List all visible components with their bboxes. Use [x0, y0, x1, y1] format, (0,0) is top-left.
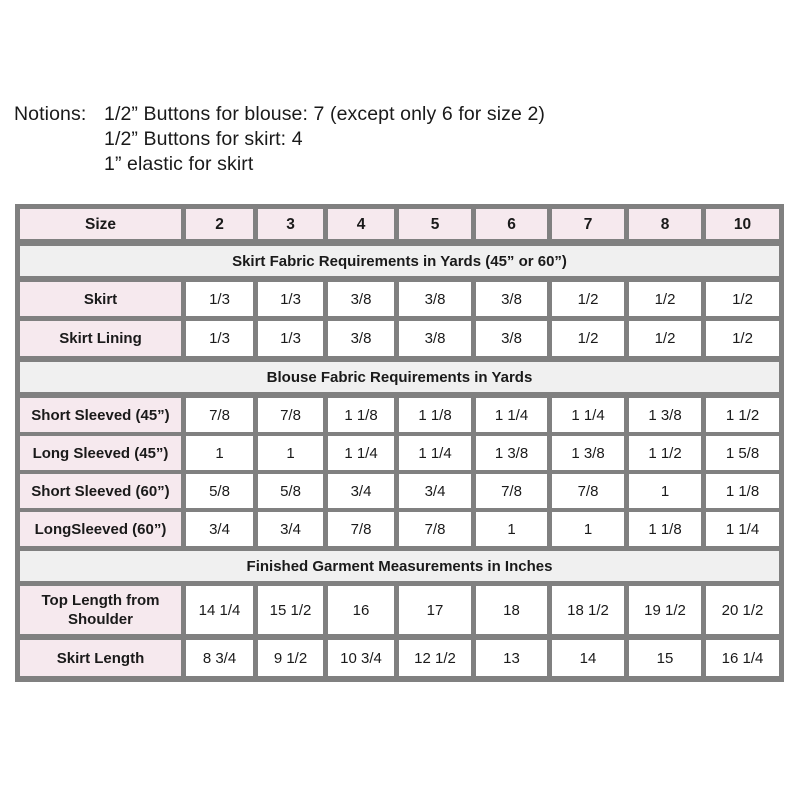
- table-cell: 1: [186, 436, 253, 470]
- table-cell: 3/8: [399, 321, 471, 356]
- table-cell: 3/8: [476, 321, 547, 356]
- table-cell: 1 1/4: [328, 436, 394, 470]
- table-cell: 15: [629, 640, 701, 676]
- table-cell: 1/2: [552, 282, 624, 316]
- notions-line: [14, 127, 545, 152]
- table-cell: 3/8: [399, 282, 471, 316]
- table-cell: 3/4: [186, 512, 253, 546]
- notions-item-elastic: 1” elastic for skirt: [104, 153, 254, 175]
- table-cell: 1 1/2: [629, 436, 701, 470]
- table-cell: 7/8: [399, 512, 471, 546]
- notions-item-blouse-buttons: 1/2” Buttons for blouse: 7 (except only 6 for size 2): [104, 103, 546, 125]
- table-cell: 9 1/2: [258, 640, 323, 676]
- notions-line: [14, 102, 545, 127]
- table-cell: 1 1/8: [328, 398, 394, 432]
- table-cell: 1: [476, 512, 547, 546]
- row-label: Short Sleeved (60”): [20, 474, 181, 508]
- table-cell: 7/8: [186, 398, 253, 432]
- table-cell: 18: [476, 586, 547, 634]
- table-cell: 1 1/8: [629, 512, 701, 546]
- table-cell: 19 1/2: [629, 586, 701, 634]
- header-size-2: 2: [186, 209, 253, 239]
- row-label: Skirt Length: [20, 640, 181, 676]
- row-label: Short Sleeved (45”): [20, 398, 181, 432]
- table-cell: 1/3: [186, 282, 253, 316]
- table-cell: 3/8: [476, 282, 547, 316]
- table-cell: 3/8: [328, 321, 394, 356]
- header-size-6: 6: [476, 209, 547, 239]
- table-cell: 7/8: [476, 474, 547, 508]
- size-chart-table: [15, 204, 784, 682]
- table-cell: 20 1/2: [706, 586, 779, 634]
- header-size-label: Size: [20, 209, 181, 239]
- table-cell: 1: [258, 436, 323, 470]
- table-cell: 3/4: [399, 474, 471, 508]
- table-cell: 13: [476, 640, 547, 676]
- table-cell: 5/8: [258, 474, 323, 508]
- table-cell: 12 1/2: [399, 640, 471, 676]
- notions-block: [14, 102, 545, 177]
- table-cell: 1/2: [629, 282, 701, 316]
- table-cell: 1/2: [706, 321, 779, 356]
- row-label: Long Sleeved (45”): [20, 436, 181, 470]
- table-cell: 1/2: [552, 321, 624, 356]
- table-cell: 3/4: [258, 512, 323, 546]
- notions-line: [14, 152, 545, 177]
- section-title-finished-measurements: Finished Garment Measurements in Inches: [20, 551, 779, 581]
- table-cell: 7/8: [552, 474, 624, 508]
- table-cell: 14 1/4: [186, 586, 253, 634]
- section-title-blouse-fabric: Blouse Fabric Requirements in Yards: [20, 362, 779, 392]
- table-cell: 1 1/4: [552, 398, 624, 432]
- table-cell: 1 3/8: [552, 436, 624, 470]
- row-label: Skirt Lining: [20, 321, 181, 356]
- table-cell: 18 1/2: [552, 586, 624, 634]
- table-cell: 1 1/4: [706, 512, 779, 546]
- table-cell: 1 3/8: [476, 436, 547, 470]
- header-size-4: 4: [328, 209, 394, 239]
- table-cell: 1: [629, 474, 701, 508]
- table-cell: 1 5/8: [706, 436, 779, 470]
- notions-label: Notions:: [14, 103, 87, 125]
- table-cell: 1 3/8: [629, 398, 701, 432]
- table-cell: 7/8: [328, 512, 394, 546]
- header-size-7: 7: [552, 209, 624, 239]
- table-cell: 14: [552, 640, 624, 676]
- table-cell: 1/2: [629, 321, 701, 356]
- table-cell: 1/3: [186, 321, 253, 356]
- table-cell: 10 3/4: [328, 640, 394, 676]
- notions-item-skirt-buttons: 1/2” Buttons for skirt: 4: [104, 128, 303, 150]
- table-cell: 15 1/2: [258, 586, 323, 634]
- table-cell: 5/8: [186, 474, 253, 508]
- row-label: Top Length from Shoulder: [20, 586, 181, 634]
- table-cell: 17: [399, 586, 471, 634]
- table-cell: 3/8: [328, 282, 394, 316]
- table-cell: 1 1/4: [476, 398, 547, 432]
- table-cell: 1: [552, 512, 624, 546]
- table-cell: 8 3/4: [186, 640, 253, 676]
- table-cell: 3/4: [328, 474, 394, 508]
- table-cell: 16: [328, 586, 394, 634]
- header-size-5: 5: [399, 209, 471, 239]
- table-cell: 7/8: [258, 398, 323, 432]
- table-cell: 1 1/8: [399, 398, 471, 432]
- header-size-3: 3: [258, 209, 323, 239]
- table-cell: 1 1/2: [706, 398, 779, 432]
- table-cell: 1/3: [258, 282, 323, 316]
- header-size-8: 8: [629, 209, 701, 239]
- table-cell: 16 1/4: [706, 640, 779, 676]
- table-cell: 1/3: [258, 321, 323, 356]
- table-cell: 1 1/8: [706, 474, 779, 508]
- section-title-skirt-fabric: Skirt Fabric Requirements in Yards (45” or 60”): [20, 246, 779, 276]
- row-label: Skirt: [20, 282, 181, 316]
- header-size-10: 10: [706, 209, 779, 239]
- table-cell: 1/2: [706, 282, 779, 316]
- table-cell: 1 1/4: [399, 436, 471, 470]
- row-label: LongSleeved (60”): [20, 512, 181, 546]
